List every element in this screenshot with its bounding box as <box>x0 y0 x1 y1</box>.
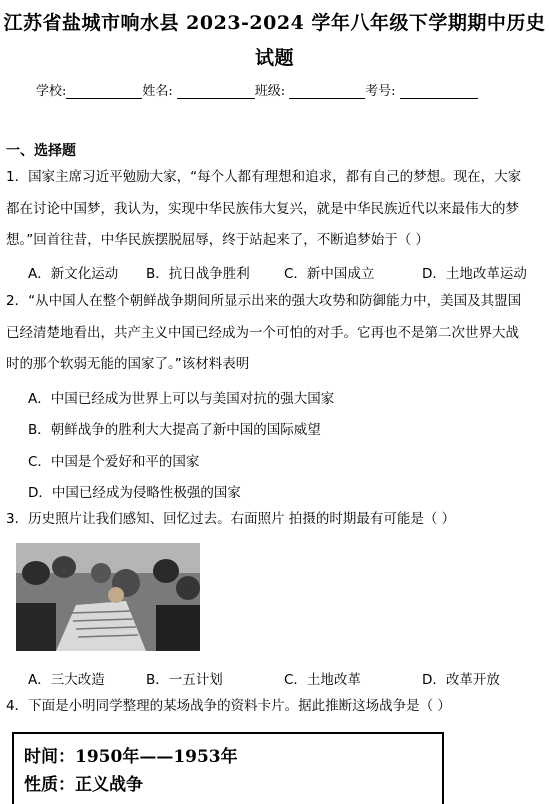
school-label: 学校: <box>36 84 67 99</box>
q1-options <box>28 262 543 282</box>
student-info-row <box>36 80 526 99</box>
q3-option-b[interactable]: B．一五计划 <box>146 672 223 688</box>
exam-title-line-1: 江苏省盐城市响水县 2023-2024 学年八年级下学期期中历史 <box>3 12 546 34</box>
q3-option-d[interactable]: D．改革开放 <box>422 672 500 688</box>
q1-line-1: 1．国家主席习近平勉励大家，“每个人都有理想和追求，都有自己的梦想。现在，大家 <box>6 169 522 185</box>
q2-line-1: 2．“从中国人在整个朝鲜战争期间所显示出来的强大攻势和防御能力中，美国及其盟国 <box>6 293 522 309</box>
historical-photo <box>16 543 200 651</box>
class-field <box>255 80 365 99</box>
name-blank[interactable] <box>177 84 255 99</box>
name-label: 姓名: <box>142 84 173 99</box>
exam-no-field <box>365 80 477 99</box>
card-nature-line: 性质：正义战争 <box>24 775 143 795</box>
q1-option-d[interactable]: D．土地改革运动 <box>422 266 527 282</box>
q2-option-a[interactable]: A．中国已经成为世界上可以与美国对抗的强大国家 <box>28 391 335 407</box>
war-info-card <box>12 732 444 804</box>
q2-line-2: 已经清楚地看出，共产主义中国已经成为一个可怕的对手。它再也不是第二次世界大战 <box>6 325 519 341</box>
q1-option-a[interactable]: A．新文化运动 <box>28 266 119 282</box>
q1-line-2: 都在讨论中国梦，我认为，实现中华民族伟大复兴，就是中华民族近代以来最伟大的梦 <box>6 201 519 217</box>
section-heading: 一、选择题 <box>6 143 76 159</box>
school-field <box>36 80 142 99</box>
q3-line-1: 3．历史照片让我们感知、回忆过去。右面照片 拍摄的时期最有可能是（ ） <box>6 511 456 527</box>
q1-option-b[interactable]: B．抗日战争胜利 <box>146 266 250 282</box>
q2-option-d[interactable]: D．中国已经成为侵略性极强的国家 <box>28 485 241 501</box>
q1-option-c[interactable]: C．新中国成立 <box>284 266 375 282</box>
name-field <box>142 80 254 99</box>
school-blank[interactable] <box>66 84 142 99</box>
q3-options <box>28 668 543 688</box>
card-time-line: 时间：1950年——1953年 <box>24 747 238 767</box>
q2-option-c[interactable]: C．中国是个爱好和平的国家 <box>28 454 200 470</box>
class-blank[interactable] <box>289 84 365 99</box>
exam-no-blank[interactable] <box>400 84 478 99</box>
q3-option-c[interactable]: C．土地改革 <box>284 672 361 688</box>
q3-option-a[interactable]: A．三大改造 <box>28 672 105 688</box>
q2-line-3: 时的那个软弱无能的国家了。”该材料表明 <box>6 356 250 372</box>
q1-line-3: 想。”回首往昔，中华民族摆脱屈辱，终于站起来了，不断追梦始于（ ） <box>6 232 430 248</box>
exam-title-line-2: 试题 <box>254 47 294 69</box>
q4-line-1: 4．下面是小明同学整理的某场战争的资料卡片。据此推断这场战争是（ ） <box>6 698 451 714</box>
class-label: 班级: <box>254 84 286 99</box>
photo-crowd-illustration <box>16 543 200 651</box>
q2-option-b[interactable]: B．朝鲜战争的胜利大大提高了新中国的国际威望 <box>28 422 321 438</box>
exam-no-label: 考号: <box>365 84 396 99</box>
